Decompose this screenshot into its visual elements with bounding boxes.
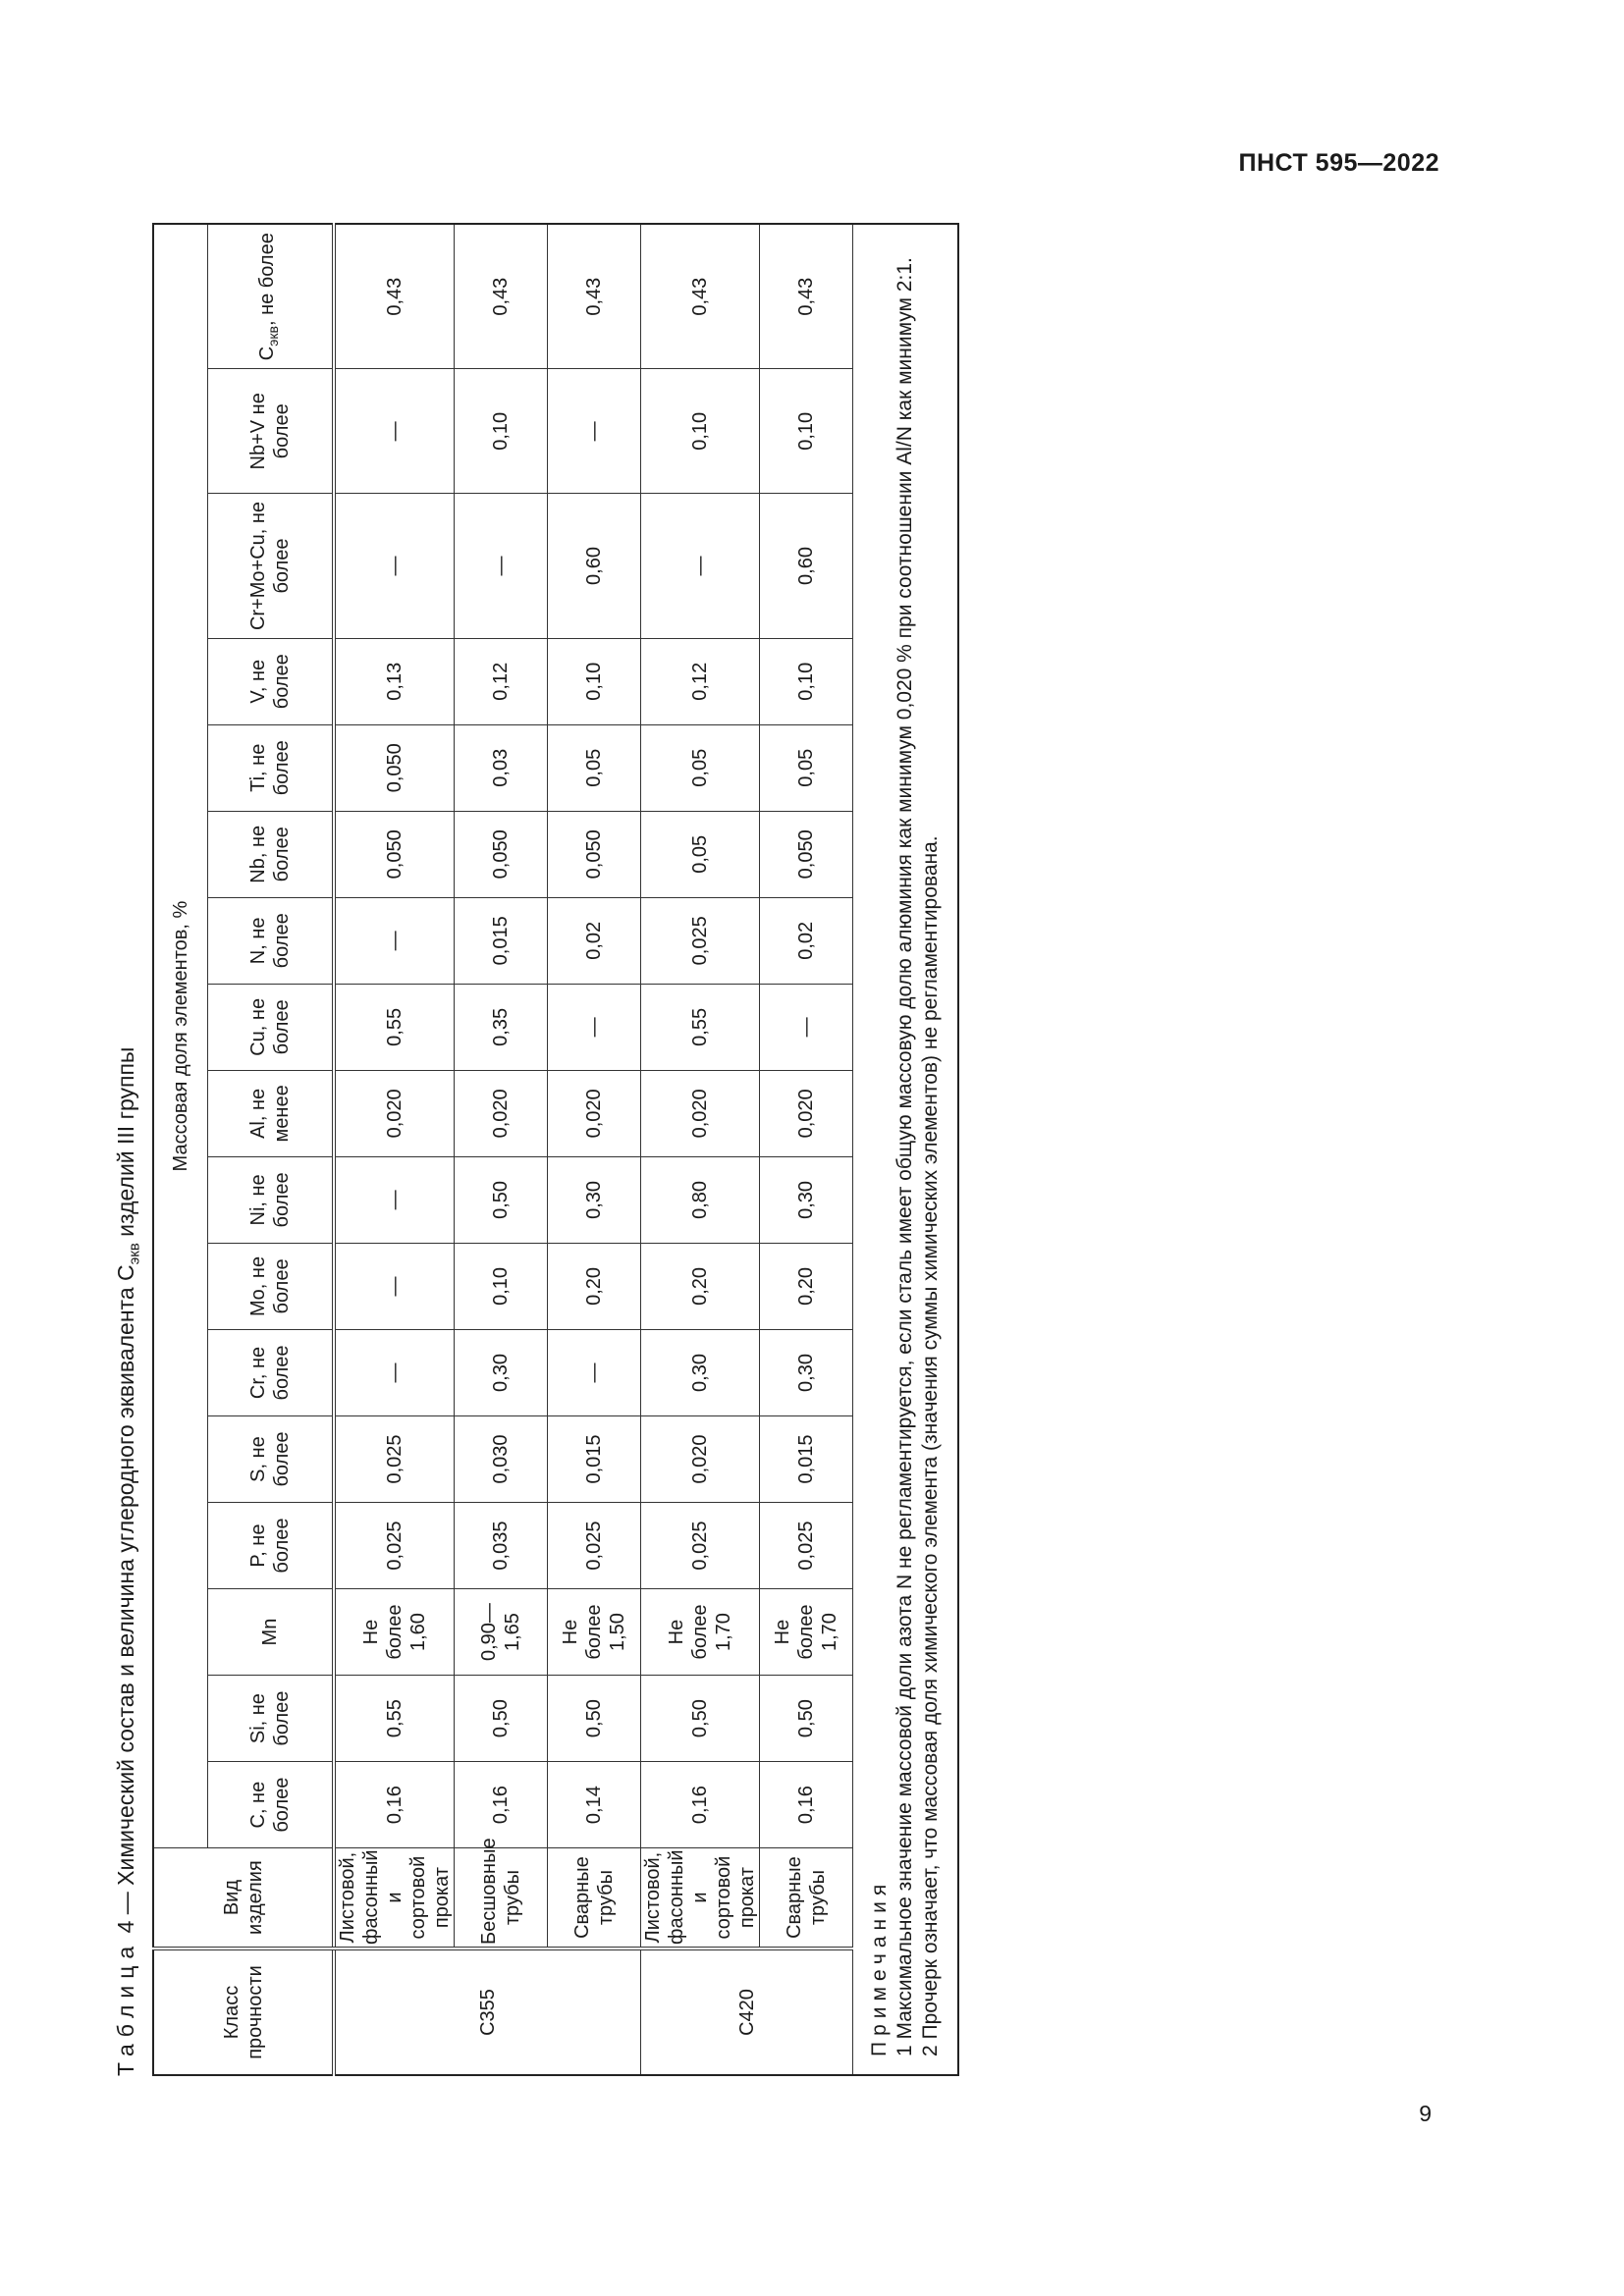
value-cell: — xyxy=(641,494,760,638)
product-cell: Сварные трубы xyxy=(760,1848,853,1949)
table-row xyxy=(455,224,548,2075)
note-2: 2 Прочерк означает, что массовая доля химического элемента (значения суммы химических элементов) не регламентирована. xyxy=(919,835,942,2056)
value-cell: 0,10 xyxy=(455,1243,548,1329)
value-cell: 0,015 xyxy=(760,1415,853,1502)
value-cell: Не более 1,70 xyxy=(760,1589,853,1676)
value-cell: 0,02 xyxy=(760,897,853,984)
value-cell: 0,20 xyxy=(548,1243,641,1329)
value-cell: 0,30 xyxy=(760,1329,853,1415)
value-cell: 0,50 xyxy=(455,1676,548,1762)
value-cell: 0,05 xyxy=(641,724,760,811)
table-row xyxy=(548,224,641,2075)
rotated-table-block xyxy=(113,221,1154,2076)
value-cell: 0,035 xyxy=(455,1503,548,1589)
value-cell: 0,10 xyxy=(548,638,641,724)
header-element: Cr, не более xyxy=(208,1329,335,1415)
header-element: C, не более xyxy=(208,1762,335,1848)
value-cell: — xyxy=(548,984,641,1070)
value-cell: 0,60 xyxy=(760,494,853,638)
value-cell: 0,50 xyxy=(760,1676,853,1762)
value-cell: 0,30 xyxy=(548,1156,641,1243)
value-cell: 0,05 xyxy=(760,724,853,811)
value-cell: 0,50 xyxy=(548,1676,641,1762)
value-cell: 0,015 xyxy=(455,897,548,984)
value-cell: — xyxy=(760,984,853,1070)
cekv-tail: , не более xyxy=(256,233,278,327)
value-cell: 0,020 xyxy=(641,1070,760,1156)
value-cell: — xyxy=(548,369,641,494)
value-cell: 0,30 xyxy=(641,1329,760,1415)
header-cekv xyxy=(208,224,335,369)
notes-cell xyxy=(853,224,959,2075)
value-cell: 0,050 xyxy=(455,811,548,897)
table-row xyxy=(641,224,760,2075)
product-cell: Листовой, фасонный и сортовой прокат xyxy=(334,1848,455,1949)
header-element: Ti, не более xyxy=(208,724,335,811)
header-mass-fraction: Массовая доля элементов, % xyxy=(153,224,208,1848)
value-cell: 0,13 xyxy=(334,638,455,724)
value-cell: 0,025 xyxy=(760,1503,853,1589)
value-cell: 0,025 xyxy=(334,1415,455,1502)
value-cell: 0,10 xyxy=(760,638,853,724)
value-cell: 0,16 xyxy=(641,1762,760,1848)
header-row-elements xyxy=(208,224,335,2075)
value-cell: 0,43 xyxy=(548,224,641,369)
header-row-group xyxy=(153,224,208,2075)
value-cell: 0,50 xyxy=(641,1676,760,1762)
header-element: Cu, не более xyxy=(208,984,335,1070)
value-cell: 0,020 xyxy=(334,1070,455,1156)
header-element: N, не более xyxy=(208,897,335,984)
value-cell: 0,020 xyxy=(455,1070,548,1156)
cekv-subscript: экв xyxy=(265,326,281,347)
value-cell: 0,050 xyxy=(334,811,455,897)
value-cell: 0,020 xyxy=(760,1070,853,1156)
header-element: Cr+Mo+Cu, не более xyxy=(208,494,335,638)
value-cell: 0,55 xyxy=(641,984,760,1070)
value-cell: 0,43 xyxy=(334,224,455,369)
value-cell: 0,025 xyxy=(334,1503,455,1589)
value-cell: 0,02 xyxy=(548,897,641,984)
value-cell: — xyxy=(334,1156,455,1243)
value-cell: 0,050 xyxy=(334,724,455,811)
value-cell: 0,025 xyxy=(548,1503,641,1589)
value-cell: 0,43 xyxy=(760,224,853,369)
value-cell: 0,55 xyxy=(334,1676,455,1762)
value-cell: 0,43 xyxy=(455,224,548,369)
table-row xyxy=(334,224,455,2075)
value-cell: — xyxy=(548,1329,641,1415)
value-cell: 0,60 xyxy=(548,494,641,638)
header-element: Nb+V не более xyxy=(208,369,335,494)
value-cell: 0,55 xyxy=(334,984,455,1070)
value-cell: 0,030 xyxy=(455,1415,548,1502)
header-element: P, не более xyxy=(208,1503,335,1589)
value-cell: 0,10 xyxy=(641,369,760,494)
document-code: ПНСТ 595—2022 xyxy=(1238,149,1439,177)
chemical-composition-table xyxy=(152,223,959,2076)
caption-tail: изделий III группы xyxy=(113,1046,138,1244)
header-class: Класс прочности xyxy=(153,1949,334,2075)
value-cell: Не более 1,60 xyxy=(334,1589,455,1676)
value-cell: 0,35 xyxy=(455,984,548,1070)
product-cell: Сварные трубы xyxy=(548,1848,641,1949)
value-cell: 0,10 xyxy=(455,369,548,494)
value-cell: 0,025 xyxy=(641,1503,760,1589)
value-cell: 0,12 xyxy=(641,638,760,724)
product-cell: Бесшовные трубы xyxy=(455,1848,548,1949)
value-cell: 0,20 xyxy=(641,1243,760,1329)
notes-row xyxy=(853,224,959,2075)
value-cell: 0,015 xyxy=(548,1415,641,1502)
value-cell: 0,20 xyxy=(760,1243,853,1329)
value-cell: 0,03 xyxy=(455,724,548,811)
value-cell: 0,12 xyxy=(455,638,548,724)
caption-subscript: экв xyxy=(126,1243,143,1265)
value-cell: 0,020 xyxy=(641,1415,760,1502)
value-cell: 0,05 xyxy=(548,724,641,811)
value-cell: — xyxy=(455,494,548,638)
header-element: Si, не более xyxy=(208,1676,335,1762)
header-element: Nb, не более xyxy=(208,811,335,897)
value-cell: 0,05 xyxy=(641,811,760,897)
value-cell: 0,16 xyxy=(455,1762,548,1848)
value-cell: 0,30 xyxy=(760,1156,853,1243)
value-cell: 0,14 xyxy=(548,1762,641,1848)
header-element: Mn xyxy=(208,1589,335,1676)
value-cell: Не более 1,50 xyxy=(548,1589,641,1676)
value-cell: 0,90—1,65 xyxy=(455,1589,548,1676)
value-cell: — xyxy=(334,369,455,494)
value-cell: — xyxy=(334,1329,455,1415)
product-cell: Листовой, фасонный и сортовой прокат xyxy=(641,1848,760,1949)
value-cell: — xyxy=(334,494,455,638)
value-cell: — xyxy=(334,897,455,984)
header-element: Al, не менее xyxy=(208,1070,335,1156)
value-cell: 0,050 xyxy=(548,811,641,897)
table-row xyxy=(760,224,853,2075)
value-cell: 0,80 xyxy=(641,1156,760,1243)
note-1: 1 Максимальное значение массовой доли азота N не регламентируется, если сталь имеет общую массовую долю алюминия как минимум 0,020 % при соотношении Al/N как минимум 2:1. xyxy=(893,257,916,2056)
caption-text: 4 — Химический состав и величина углеродного эквивалента С xyxy=(113,1264,138,1940)
header-product: Вид изделия xyxy=(153,1848,334,1949)
strength-class-cell: С355 xyxy=(334,1949,641,2075)
header-element: S, не более xyxy=(208,1415,335,1502)
header-element: Ni, не более xyxy=(208,1156,335,1243)
value-cell: 0,10 xyxy=(760,369,853,494)
value-cell: — xyxy=(334,1243,455,1329)
table-caption xyxy=(113,1047,143,2076)
header-element: Mo, не более xyxy=(208,1243,335,1329)
value-cell: 0,025 xyxy=(641,897,760,984)
header-element: V, не более xyxy=(208,638,335,724)
notes-title: Примечания xyxy=(868,1878,891,2056)
cekv-head: C xyxy=(256,346,278,361)
value-cell: 0,020 xyxy=(548,1070,641,1156)
page-number: 9 xyxy=(1419,2101,1432,2126)
value-cell: 0,30 xyxy=(455,1329,548,1415)
value-cell: 0,050 xyxy=(760,811,853,897)
value-cell: 0,16 xyxy=(760,1762,853,1848)
value-cell: Не более 1,70 xyxy=(641,1589,760,1676)
value-cell: 0,43 xyxy=(641,224,760,369)
caption-prefix: Таблица xyxy=(113,1939,138,2076)
value-cell: 0,50 xyxy=(455,1156,548,1243)
value-cell: 0,16 xyxy=(334,1762,455,1848)
strength-class-cell: С420 xyxy=(641,1949,853,2075)
